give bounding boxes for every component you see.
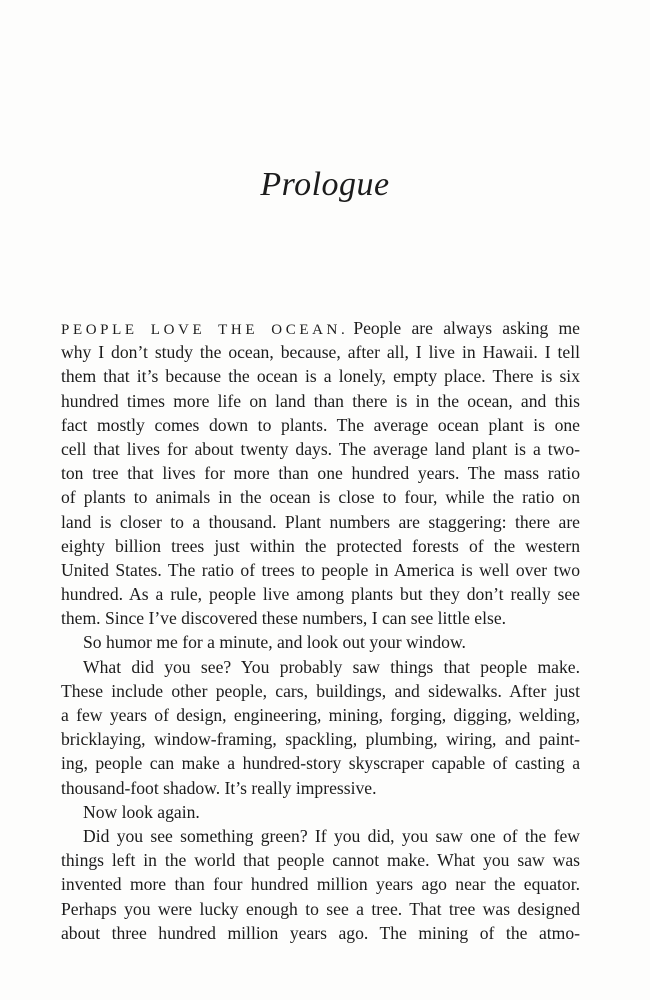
line-text: them that it’s because the ocean is a lonely, empty place. There is six: [61, 366, 580, 387]
line-text: Perhaps you were lucky enough to see a tree. That tree was designed: [61, 898, 580, 919]
line-text: Now look again.: [83, 801, 200, 822]
text-line: [61, 872, 580, 896]
line-text: fact mostly comes down to plants. The average ocean plant is one: [61, 414, 580, 435]
text-line: [61, 655, 580, 679]
line-text: People are always asking me: [353, 318, 580, 338]
text-line: [61, 751, 580, 775]
line-text: land is closer to a thousand. Plant numbers are staggering: there are: [61, 511, 580, 532]
text-line: [61, 703, 580, 727]
text-line: [61, 461, 580, 485]
line-text: ton tree that lives for more than one hundred years. The mass ratio: [61, 463, 580, 484]
text-line: [61, 437, 580, 461]
page-title: Prologue: [260, 166, 390, 203]
text-line: [61, 630, 580, 654]
line-text: eighty billion trees just within the protected forests of the western: [61, 535, 580, 556]
text-line: [61, 606, 580, 630]
text-line: [61, 824, 580, 848]
text-line: [61, 413, 580, 437]
text-line: [61, 389, 580, 413]
text-line: [61, 776, 580, 800]
line-text: What did you see? You probably saw things that people make.: [83, 656, 580, 677]
line-text: them. Since I’ve discovered these numbers, I can see little else.: [61, 608, 507, 629]
text-line: [61, 340, 580, 364]
line-text: hundred times more life on land than there is in the ocean, and this: [61, 390, 580, 411]
line-text: a few years of design, engineering, mining, forging, digging, welding,: [61, 705, 580, 725]
text-line: [61, 727, 580, 751]
text-line: [61, 800, 580, 824]
line-text: invented more than four hundred million years ago near the equator.: [61, 874, 580, 895]
line-text: Did you see something green? If you did, you saw one of the few: [83, 825, 580, 846]
line-text: ing, people can make a hundred-story skyscraper capable of casting a: [61, 753, 580, 774]
line-text: bricklaying, window-framing, spackling, plumbing, wiring, and paint-: [61, 729, 580, 750]
text-line: [61, 316, 580, 340]
line-text: hundred. As a rule, people live among plants but they don’t really see: [61, 584, 580, 605]
line-text: cell that lives for about twenty days. The average land plant is a two-: [61, 438, 580, 459]
text-line: [61, 485, 580, 509]
line-text: United States. The ratio of trees to people in America is well over two: [61, 559, 580, 580]
line-text: of plants to animals in the ocean is close to four, while the ratio on: [61, 487, 580, 508]
line-text: So humor me for a minute, and look out your window.: [83, 632, 466, 653]
text-line: [61, 582, 580, 606]
text-line: [61, 534, 580, 558]
line-text: thousand-foot shadow. It’s really impressive.: [61, 777, 377, 798]
text-line: [61, 510, 580, 534]
line-text: things left in the world that people cannot make. What you saw was: [61, 850, 580, 871]
lead-in-smallcaps: PEOPLE LOVE THE OCEAN.: [61, 322, 349, 338]
prologue-body: [61, 316, 580, 945]
line-text: why I don’t study the ocean, because, after all, I live in Hawaii. I tell: [61, 342, 580, 363]
text-line: [61, 897, 580, 921]
line-text: These include other people, cars, buildings, and sidewalks. After just: [61, 680, 580, 701]
line-text: about three hundred million years ago. The mining of the atmo-: [61, 922, 580, 943]
text-line: [61, 558, 580, 582]
text-line: [61, 364, 580, 388]
text-line: [61, 921, 580, 945]
text-line: [61, 848, 580, 872]
text-line: [61, 679, 580, 703]
